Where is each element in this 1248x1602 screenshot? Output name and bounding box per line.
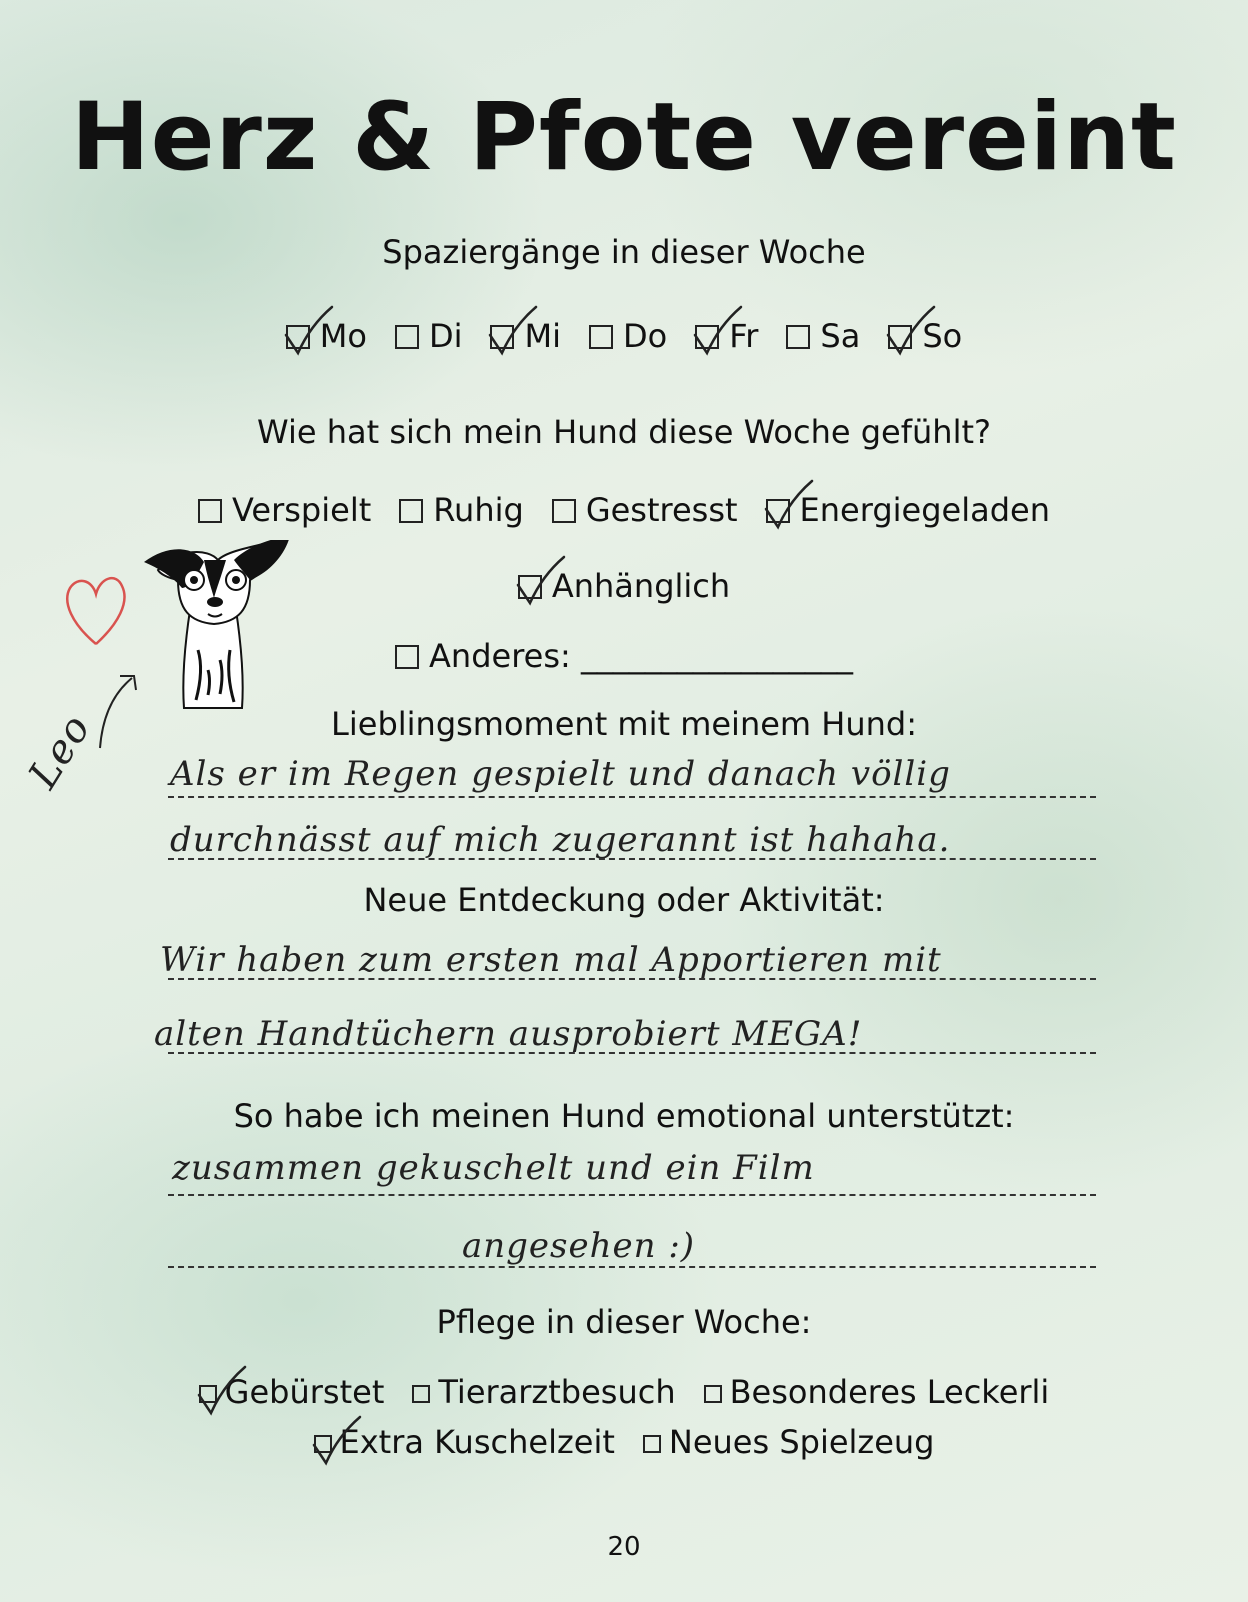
checkbox-option[interactable]	[552, 490, 738, 530]
favorite-line-2: durchnässt auf mich zugerannt ist hahaha.	[170, 820, 951, 860]
checkbox[interactable]	[552, 499, 576, 523]
checkbox-label: Mo	[319, 317, 367, 355]
care-row-1	[0, 1372, 1248, 1412]
checkbox-label: Ruhig	[433, 491, 524, 529]
checked-checkbox[interactable]	[490, 325, 514, 349]
checkbox-label: Anhänglich	[551, 567, 731, 605]
checkbox[interactable]	[198, 499, 222, 523]
checkbox-option[interactable]	[412, 1372, 675, 1412]
checkbox-option[interactable]	[199, 1372, 385, 1412]
mood-options-row	[0, 490, 1248, 530]
checkbox-label: Gestresst	[585, 491, 738, 529]
favorite-line-1: Als er im Regen gespielt und danach völlig	[170, 754, 951, 794]
checkbox-option[interactable]	[888, 316, 962, 356]
checkbox-label: Di	[428, 317, 463, 355]
checkbox[interactable]	[395, 325, 419, 349]
care-heading: Pflege in dieser Woche:	[436, 1303, 812, 1341]
page-number: 20	[607, 1532, 641, 1562]
checked-checkbox[interactable]	[199, 1385, 217, 1403]
support-heading: So habe ich meinen Hund emotional unterstützt:	[233, 1097, 1015, 1135]
mood-other-label: Anderes: _________________	[429, 637, 853, 675]
checked-checkbox[interactable]	[286, 325, 310, 349]
support-writing-line-2	[168, 1266, 1096, 1268]
checked-checkbox[interactable]	[888, 325, 912, 349]
checkbox-label: Neues Spielzeug	[668, 1423, 935, 1461]
care-row-2	[0, 1422, 1248, 1462]
checkbox[interactable]	[399, 499, 423, 523]
checkbox-option[interactable]	[198, 490, 371, 530]
discovery-line-2: alten Handtüchern ausprobiert MEGA!	[154, 1014, 863, 1054]
checkbox-label: Energiegeladen	[799, 491, 1050, 529]
walks-days-row	[0, 316, 1248, 356]
support-line-1: zusammen gekuschelt und ein Film	[172, 1148, 815, 1188]
support-line-2: angesehen :)	[462, 1226, 696, 1266]
checkbox-label: Sa	[820, 317, 861, 355]
checked-checkbox[interactable]	[518, 575, 542, 599]
checkbox[interactable]	[395, 645, 419, 669]
page-title: Herz & Pfote vereint	[71, 83, 1177, 192]
checkbox-option[interactable]	[395, 316, 463, 356]
checked-checkbox[interactable]	[695, 325, 719, 349]
support-writing-line-1	[168, 1194, 1096, 1196]
checkbox-option[interactable]	[314, 1422, 615, 1462]
favorite-writing-line-2	[168, 858, 1096, 860]
checkbox-label: Extra Kuschelzeit	[339, 1423, 615, 1461]
dog-illustration	[138, 540, 298, 710]
mood-heading: Wie hat sich mein Hund diese Woche gefühlt?	[257, 413, 991, 451]
checkbox-label: Do	[622, 317, 668, 355]
checkbox-label: Tierarztbesuch	[438, 1373, 676, 1411]
discovery-line-1: Wir haben zum ersten mal Apportieren mit	[160, 940, 942, 980]
favorite-heading: Lieblingsmoment mit meinem Hund:	[331, 705, 917, 743]
checkbox-option[interactable]	[643, 1422, 935, 1462]
checked-checkbox[interactable]	[766, 499, 790, 523]
checkbox-option[interactable]	[286, 316, 367, 356]
discovery-writing-line-2	[168, 1052, 1096, 1054]
mood-other-option[interactable]	[395, 636, 853, 676]
checkbox-label: Gebürstet	[224, 1373, 385, 1411]
checkbox-option[interactable]	[695, 316, 758, 356]
checkbox-option[interactable]	[518, 566, 730, 606]
checkbox-label: Mi	[524, 317, 561, 355]
checkbox[interactable]	[786, 325, 810, 349]
checkbox[interactable]	[589, 325, 613, 349]
checkbox-label: Besonderes Leckerli	[729, 1373, 1050, 1411]
checkbox-option[interactable]	[786, 316, 860, 356]
checkbox[interactable]	[412, 1385, 430, 1403]
checkbox-option[interactable]	[766, 490, 1050, 530]
heart-doodle	[62, 572, 130, 652]
checkbox-label: So	[922, 317, 963, 355]
discovery-heading: Neue Entdeckung oder Aktivität:	[363, 881, 885, 919]
checkbox-label: Verspielt	[232, 491, 372, 529]
discovery-writing-line-1	[168, 978, 1096, 980]
favorite-writing-line-1	[168, 796, 1096, 798]
checkbox-option[interactable]	[399, 490, 524, 530]
checkbox-label: Fr	[729, 317, 759, 355]
margin-note: Leo	[20, 706, 100, 797]
checkbox-option[interactable]	[589, 316, 667, 356]
checkbox-option[interactable]	[704, 1372, 1050, 1412]
checkbox-option[interactable]	[490, 316, 561, 356]
checked-checkbox[interactable]	[314, 1435, 332, 1453]
checkbox[interactable]	[643, 1435, 661, 1453]
checkbox[interactable]	[704, 1385, 722, 1403]
walks-heading: Spaziergänge in dieser Woche	[382, 233, 866, 271]
